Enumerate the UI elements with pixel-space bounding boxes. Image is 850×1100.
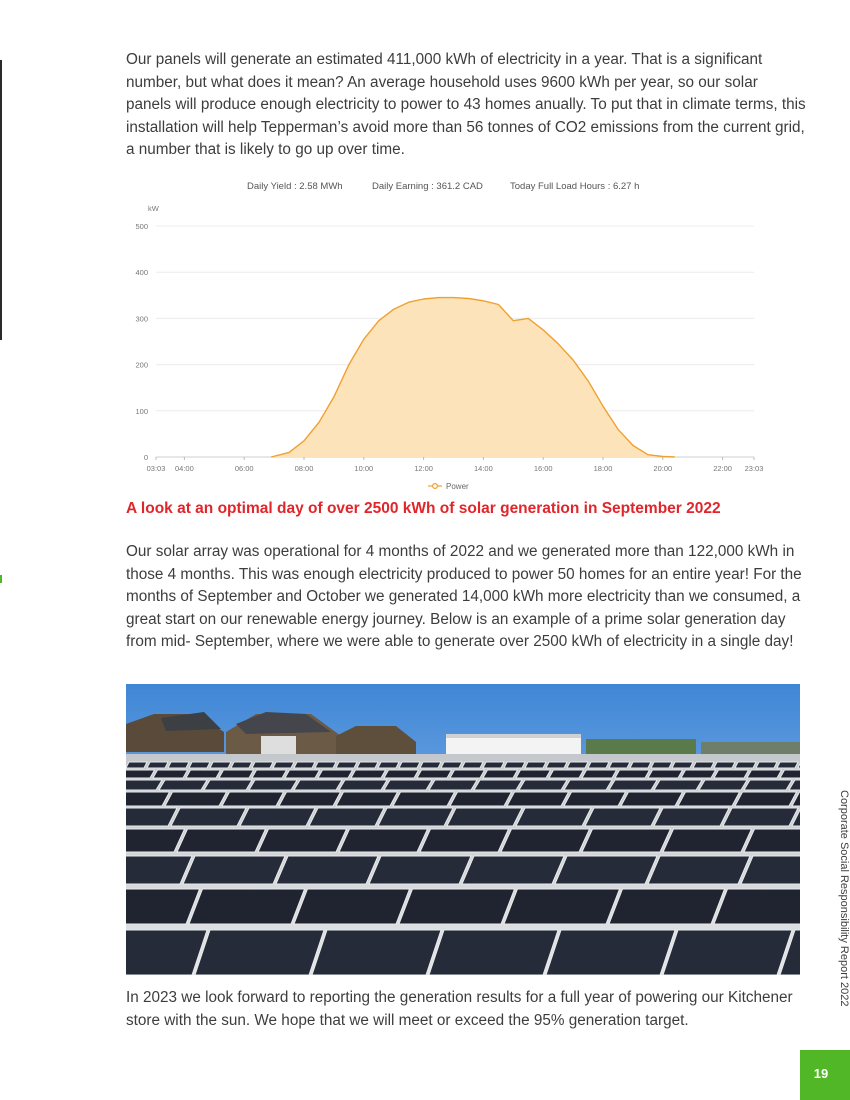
- y-tick-label: 0: [143, 453, 148, 462]
- solar-panel: [420, 762, 441, 768]
- x-tick-label: 12:00: [414, 464, 433, 473]
- solar-panel: [564, 792, 626, 806]
- x-tick-label: 23:03: [744, 464, 764, 473]
- solar-panel: [126, 808, 177, 826]
- solar-panel: [582, 770, 617, 778]
- solar-panel: [714, 770, 749, 778]
- solar-panel: [516, 770, 551, 778]
- daily-earning-label: Daily Earning : 361.2 CAD: [372, 181, 483, 192]
- intro-paragraph: Our panels will generate an estimated 411,000 kWh of electricity in a year. That is a significant number, but what does it mean? An average household uses 9600 kWh per year, so our solar panels will produce enough electricity to power to 43 homes anually. To put that in climate terms, this installation will help Tepperman’s avoid more than 56 tonnes of CO2 emissions from the current grid, a number that is likely to go up over time.: [126, 51, 806, 158]
- solar-panel: [339, 829, 428, 852]
- solar-panel: [417, 770, 452, 778]
- y-tick-label: 400: [135, 268, 148, 278]
- solar-panel: [369, 856, 471, 884]
- solar-panel: [672, 762, 693, 768]
- solar-panels-photo: [126, 684, 800, 975]
- solar-panel: [318, 770, 353, 778]
- solar-panel: [186, 770, 221, 778]
- solar-panel: [339, 780, 387, 790]
- solar-panel: [276, 856, 378, 884]
- y-tick-label: 500: [135, 222, 148, 231]
- page-number-box: [800, 1050, 850, 1100]
- solar-panel: [126, 829, 185, 852]
- page-number: 19: [813, 1066, 829, 1081]
- x-tick-label: 20:00: [653, 464, 673, 473]
- solar-panel: [204, 780, 252, 790]
- solar-panel: [681, 770, 716, 778]
- solar-panel: [279, 792, 341, 806]
- solar-panel: [525, 762, 546, 768]
- solar-panel: [723, 808, 798, 826]
- solar-panel: [447, 808, 522, 826]
- solar-panel: [126, 792, 170, 806]
- solar-panel: [654, 808, 729, 826]
- solar-panel: [744, 780, 792, 790]
- solar-panel: [507, 792, 569, 806]
- solar-panel: [609, 780, 657, 790]
- solar-panel: [756, 762, 777, 768]
- solar-panel: [294, 780, 342, 790]
- solar-panel: [462, 762, 483, 768]
- solar-panel: [549, 770, 584, 778]
- solar-panel: [294, 889, 410, 924]
- solar-panel: [210, 762, 231, 768]
- solar-panel: [126, 856, 192, 884]
- solar-panel: [312, 930, 441, 975]
- full-load-hours-label: Today Full Load Hours : 6.27 h: [510, 181, 640, 192]
- x-tick-label: 18:00: [593, 464, 613, 473]
- solar-panel: [249, 780, 297, 790]
- solar-panel: [678, 792, 740, 806]
- solar-panel: [393, 792, 455, 806]
- x-tick-label: 10:00: [354, 464, 374, 473]
- left-edge-mark: [0, 60, 2, 340]
- solar-panel: [273, 762, 294, 768]
- x-tick-label: 16:00: [533, 464, 553, 473]
- left-edge-accent: [0, 575, 2, 583]
- x-tick-label: 03:03: [146, 464, 166, 473]
- solar-panel: [168, 762, 189, 768]
- solar-panel: [384, 780, 432, 790]
- solar-panel: [630, 762, 651, 768]
- solar-panel: [504, 762, 525, 768]
- daily-yield-label: Daily Yield : 2.58 MWh: [247, 181, 343, 192]
- solar-power-chart: [126, 172, 766, 497]
- solar-panel: [450, 792, 512, 806]
- solar-panel: [693, 762, 714, 768]
- solar-panel: [663, 829, 752, 852]
- solar-panel: [336, 792, 398, 806]
- y-tick-label: 100: [135, 406, 148, 416]
- solar-panel: [294, 762, 315, 768]
- solar-panel: [315, 762, 336, 768]
- solar-panel: [519, 780, 567, 790]
- solar-panel: [252, 770, 287, 778]
- solar-panel: [462, 856, 564, 884]
- legend-power-marker: [433, 484, 438, 489]
- solar-panel: [735, 762, 756, 768]
- y-tick-label: 300: [135, 314, 148, 324]
- solar-panel: [285, 770, 320, 778]
- operational-paragraph: Our solar array was operational for 4 months of 2022 and we generated more than 122,000 kWh in those 4 months. This was enough electricity produced to power 50 homes for an entire year! For the months of September and October we generated 14,000 kWh more electricity than we consumed, a great start on our renewable energy journey. Below is an example of a prime solar generation day from mid- September, where we were able to generate over 2500 kWh of electricity in a single day!: [126, 543, 802, 650]
- solar-panel: [378, 808, 453, 826]
- solar-panel: [777, 762, 798, 768]
- legend-power-label: Power: [446, 482, 469, 491]
- solar-panel: [648, 770, 683, 778]
- solar-panel: [357, 762, 378, 768]
- outlook-paragraph: In 2023 we look forward to reporting the generation results for a full year of powering our Kitchener store with the sun. We hope that we will meet or exceed the 95% generation target.: [126, 989, 793, 1029]
- solar-panel: [516, 808, 591, 826]
- solar-panel: [153, 770, 188, 778]
- x-tick-label: 06:00: [234, 464, 254, 473]
- solar-panel: [654, 780, 702, 790]
- solar-panel: [474, 780, 522, 790]
- solar-panel: [429, 780, 477, 790]
- solar-panel: [651, 762, 672, 768]
- report-side-title: Corporate Social Responsibility Report 2022: [838, 790, 850, 1007]
- solar-panel: [309, 808, 384, 826]
- solar-panel: [564, 780, 612, 790]
- solar-panel: [351, 770, 386, 778]
- solar-panel: [258, 829, 347, 852]
- solar-panel: [171, 808, 246, 826]
- solar-panel: [195, 930, 324, 975]
- solar-panel: [126, 762, 147, 768]
- solar-panel: [615, 770, 650, 778]
- x-tick-label: 14:00: [474, 464, 493, 473]
- solar-panel: [126, 780, 162, 790]
- solar-panel: [159, 780, 207, 790]
- solar-panel: [501, 829, 590, 852]
- solar-panel: [378, 762, 399, 768]
- solar-panel: [714, 762, 735, 768]
- solar-panel: [441, 762, 462, 768]
- solar-panel: [165, 792, 227, 806]
- chart-caption: A look at an optimal day of over 2500 kWh of solar generation in September 2022: [126, 500, 721, 517]
- solar-panel: [747, 770, 782, 778]
- solar-panel: [429, 930, 558, 975]
- y-tick-label: 200: [135, 360, 148, 370]
- solar-panel: [450, 770, 485, 778]
- solar-panel: [504, 889, 620, 924]
- solar-panel: [567, 762, 588, 768]
- solar-panel: [588, 762, 609, 768]
- solar-panel: [555, 856, 657, 884]
- x-tick-label: 22:00: [713, 464, 732, 473]
- solar-panel: [147, 762, 168, 768]
- solar-panel: [126, 889, 200, 924]
- solar-panel: [699, 780, 747, 790]
- solar-panel: [663, 930, 792, 975]
- solar-panel: [222, 792, 284, 806]
- x-tick-label: 08:00: [294, 464, 314, 473]
- solar-panel: [399, 762, 420, 768]
- solar-panel: [546, 762, 567, 768]
- solar-panel: [609, 889, 725, 924]
- solar-panel: [582, 829, 671, 852]
- solar-panel: [621, 792, 683, 806]
- solar-panel: [735, 792, 797, 806]
- solar-panel: [483, 770, 518, 778]
- solar-panel: [219, 770, 254, 778]
- solar-panel: [483, 762, 504, 768]
- solar-panel: [126, 770, 155, 778]
- solar-panel: [609, 762, 630, 768]
- solar-panel: [336, 762, 357, 768]
- solar-panel: [546, 930, 675, 975]
- solar-panel: [189, 762, 210, 768]
- solar-panel: [399, 889, 515, 924]
- solar-panel: [714, 889, 800, 924]
- solar-panel: [744, 829, 800, 852]
- solar-panel: [183, 856, 285, 884]
- x-tick-label: 04:00: [175, 464, 194, 473]
- solar-panel: [420, 829, 509, 852]
- solar-panel: [240, 808, 315, 826]
- solar-panel: [648, 856, 750, 884]
- solar-panel: [189, 889, 305, 924]
- solar-panel: [252, 762, 273, 768]
- solar-panel: [177, 829, 266, 852]
- solar-panel: [384, 770, 419, 778]
- solar-panel: [585, 808, 660, 826]
- unit-label: kW: [148, 204, 159, 213]
- solar-panel: [231, 762, 252, 768]
